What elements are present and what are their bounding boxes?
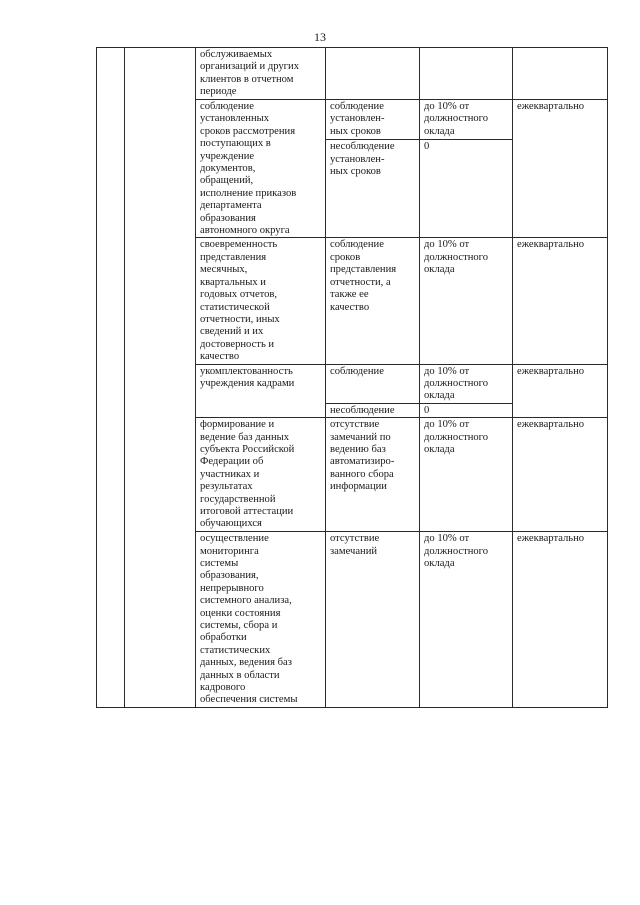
page-number: 13 — [314, 30, 326, 44]
amount-cell: до 10% от должностного оклада — [420, 238, 513, 364]
criterion-cell: укомплектованность учреждения кадрами — [196, 364, 326, 418]
condition-cell — [326, 48, 420, 100]
criterion-cell: формирование и ведение баз данных субъекта Российской Федерации об участниках и результатах государственной итоговой аттестации обучающихся — [196, 418, 326, 532]
empty-number-column — [97, 48, 125, 708]
criterion-cell: осуществление мониторинга системы образования, непрерывного системного анализа, оценки состояния системы, сбора и обработки статистических данных, ведения баз данных в области кадрового обеспечения системы — [196, 532, 326, 708]
condition-cell: соблюдение сроков представления отчетности, а также ее качество — [326, 238, 420, 364]
condition-cell: отсутствие замечаний по ведению баз автоматизиро- ванного сбора информации — [326, 418, 420, 532]
amount-cell: до 10% от должностного оклада — [420, 418, 513, 532]
table-row — [97, 48, 608, 100]
amount-cell: 0 — [420, 403, 513, 417]
amount-cell: до 10% от должностного оклада — [420, 364, 513, 403]
period-cell: ежеквартально — [513, 238, 608, 364]
period-cell: ежеквартально — [513, 364, 608, 418]
condition-cell: отсутствие замечаний — [326, 532, 420, 708]
criterion-cell: соблюдение установленных сроков рассмотрения поступающих в учреждение документов, обращений, исполнение приказов департамента образования автономного округа — [196, 100, 326, 238]
amount-cell: 0 — [420, 140, 513, 238]
period-cell: ежеквартально — [513, 100, 608, 238]
period-cell — [513, 48, 608, 100]
condition-cell: несоблюдение установлен- ных сроков — [326, 140, 420, 238]
period-cell: ежеквартально — [513, 532, 608, 708]
criteria-table — [96, 47, 608, 708]
condition-cell: несоблюдение — [326, 403, 420, 417]
amount-cell: до 10% от должностного оклада — [420, 532, 513, 708]
empty-position-column — [125, 48, 196, 708]
condition-cell: соблюдение установлен- ных сроков — [326, 100, 420, 140]
period-cell: ежеквартально — [513, 418, 608, 532]
criterion-cell: обслуживаемых организаций и других клиентов в отчетном периоде — [196, 48, 326, 100]
criterion-cell: своевременность представления месячных, квартальных и годовых отчетов, статистической отчетности, иных сведений и их достоверность и качество — [196, 238, 326, 364]
amount-cell: до 10% от должностного оклада — [420, 100, 513, 140]
condition-cell: соблюдение — [326, 364, 420, 403]
amount-cell — [420, 48, 513, 100]
